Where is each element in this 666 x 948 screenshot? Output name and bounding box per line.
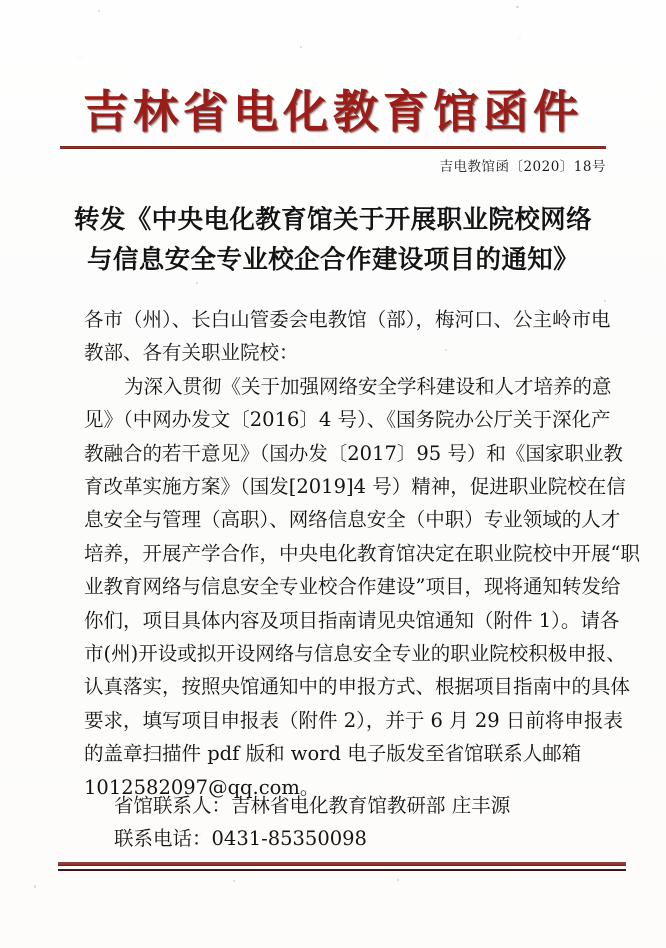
document-title bbox=[55, 200, 611, 280]
body-line-5: 息安全与管理（高职）、网络信息安全（中职）专业领域的人才 bbox=[84, 508, 621, 532]
document-body bbox=[84, 303, 640, 804]
document-title-line-2: 与信息安全专业校企合作建设项目的通知》 bbox=[86, 245, 580, 275]
body-line-8: 你们，项目具体内容及项目指南请见央馆通知（附件 1）。请各 bbox=[84, 608, 620, 632]
contact-phone-line: 联系电话：0431-85350098 bbox=[114, 827, 367, 851]
scan-speck bbox=[516, 6, 519, 8]
document-title-line-1: 转发《中央电化教育馆关于开展职业院校网络 bbox=[73, 205, 592, 235]
scan-speck bbox=[98, 10, 100, 12]
body-line-11: 要求，填写项目申报表（附件 2），并于 6 月 29 日前将申报表 bbox=[84, 708, 623, 732]
contact-person-line: 省馆联系人：吉林省电化教育馆教研部 庄丰源 bbox=[114, 794, 511, 817]
body-line-2: 见》（中网办发文〔2016〕4 号）、《国务院办公厅关于深化产 bbox=[84, 408, 611, 432]
body-line-13-email: 1012582097@qq.com。 bbox=[84, 775, 320, 799]
document-number: 吉电教馆函〔2020〕18号 bbox=[439, 159, 606, 175]
body-line-10: 认真落实，按照央馆通知中的申报方式、根据项目指南中的具体 bbox=[84, 675, 631, 699]
body-line-4: 育改革实施方案》（国发[2019]4 号）精神，促进职业院校在信 bbox=[84, 475, 626, 499]
body-line-7: 业教育网络与信息安全专业校合作建设”项目，现将通知转发给 bbox=[84, 575, 621, 599]
body-line-9: 市(州)开设或拟开设网络与信息安全专业的职业院校积极申报、 bbox=[84, 642, 626, 666]
scan-speck bbox=[196, 282, 198, 284]
masthead bbox=[0, 85, 666, 138]
masthead-divider-rule bbox=[60, 146, 606, 149]
recipient-line-2: 教部、各有关职业院校： bbox=[84, 341, 299, 365]
contact-block bbox=[84, 789, 598, 856]
body-line-6: 培养，开展产学合作，中央电化教育馆决定在职业院校中开展“职 bbox=[84, 541, 640, 565]
recipient-line-1: 各市（州）、长白山管委会电教馆（部），梅河口、公主岭市电 bbox=[84, 308, 611, 331]
scan-speck bbox=[397, 879, 399, 881]
masthead-title: 吉林省电化教育馆函件 bbox=[82, 85, 583, 138]
scan-speck bbox=[34, 885, 36, 888]
scan-speck bbox=[233, 880, 235, 882]
scan-speck bbox=[604, 300, 606, 302]
footer-rule-inner bbox=[58, 869, 626, 871]
body-line-1: 为深入贯彻《关于加强网络安全学科建设和人才培养的意 bbox=[124, 374, 612, 398]
body-line-12: 的盖章扫描件 pdf 版和 word 电子版发至省馆联系人邮箱 bbox=[84, 742, 582, 766]
footer-rule-outer bbox=[58, 862, 626, 866]
body-line-3: 教融合的若干意见》（国办发〔2017〕95 号）和《国家职业教 bbox=[84, 441, 623, 465]
scan-speck bbox=[300, 46, 302, 48]
